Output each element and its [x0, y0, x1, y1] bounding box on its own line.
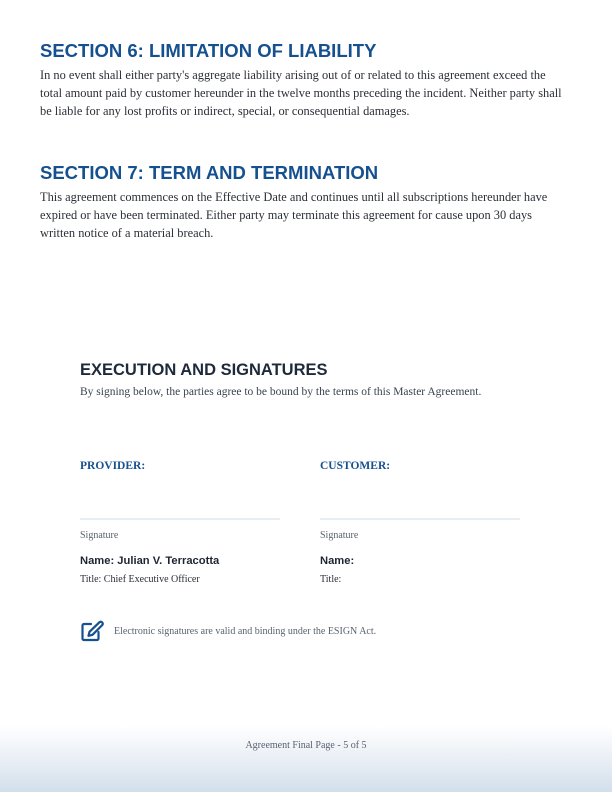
provider-label: PROVIDER:: [80, 460, 146, 472]
section-7: [40, 162, 570, 242]
page-footer: [0, 726, 612, 792]
execution-subtitle: By signing below, the parties agree to be bound by the terms of this Master Agreement.: [80, 386, 482, 398]
provider-name: Name: Julian V. Terracotta: [80, 555, 220, 567]
page-number: Agreement Final Page - 5 of 5: [245, 740, 367, 751]
section-7-title: SECTION 7: TERM AND TERMINATION: [40, 162, 379, 183]
execution-title: EXECUTION AND SIGNATURES: [80, 361, 328, 379]
provider-signature-block: [80, 458, 280, 585]
esign-text: Electronic signatures are valid and binding under the ESIGN Act.: [114, 625, 377, 637]
customer-title: Title:: [320, 574, 342, 585]
provider-signature-caption: Signature: [80, 530, 119, 541]
execution-block: [80, 359, 550, 398]
section-6: [40, 40, 570, 120]
section-6-body: In no event shall either party's aggregate liability arising out of or related to this agreement exceed the total amount paid by customer hereunder in the twelve months preceding the incident. Neither party shall be liable for any lost profits or indirect, special, or consequential damages.: [40, 68, 562, 118]
customer-signature-line[interactable]: [320, 518, 520, 520]
edit-pencil-icon: [80, 620, 104, 642]
customer-name: Name:: [320, 555, 355, 567]
customer-signature-caption: Signature: [320, 530, 359, 541]
section-6-title: SECTION 6: LIMITATION OF LIABILITY: [40, 40, 377, 61]
customer-signature-block: [320, 458, 520, 585]
provider-title: Title: Chief Executive Officer: [80, 574, 200, 585]
customer-label: CUSTOMER:: [320, 460, 391, 472]
provider-signature-line[interactable]: [80, 518, 280, 520]
esign-notice: [80, 620, 376, 642]
section-7-body: This agreement commences on the Effective Date and continues until all subscriptions hereunder have expired or have been terminated. Either party may terminate this agreement for cause upon 30 days written notice of a material breach.: [40, 190, 548, 240]
